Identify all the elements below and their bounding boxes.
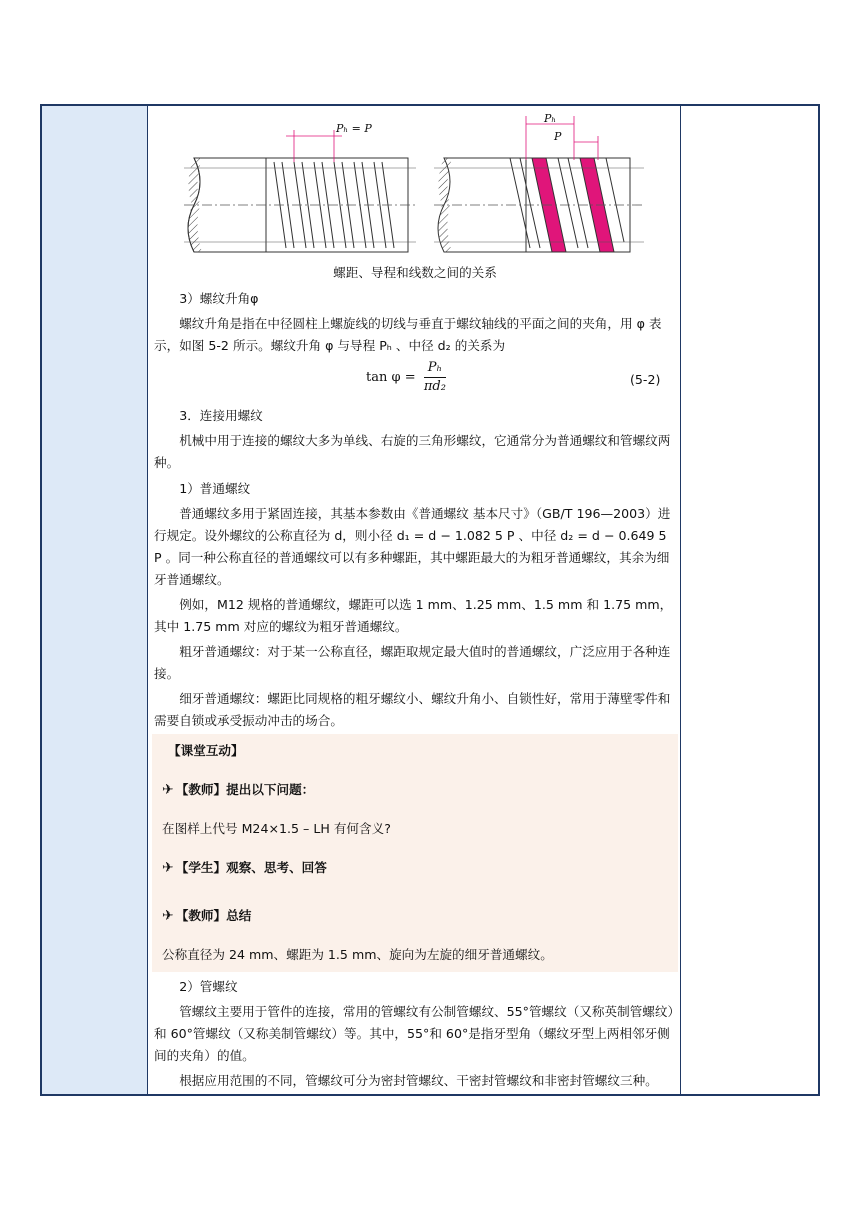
formula-lhs: tan φ = — [366, 370, 416, 385]
para-common-1: 普通螺纹多用于紧固连接，其基本参数由《普通螺纹 基本尺寸》（GB/T 196—2003）进行规定。设外螺纹的公称直径为 d，则小径 d₁ = d − 1.082 5 P 、中径 d₂ = d − 0.649 5 P 。同一种公称直径的普通螺纹可以有多种螺距，其中螺距最大的为粗牙普通螺纹，其余为细牙普通螺纹。 — [154, 506, 671, 587]
para-pipe-2: 根据应用范围的不同，管螺纹可分为密封管螺纹、干密封管螺纹和非密封管螺纹三种。 — [179, 1073, 658, 1088]
interaction-question: 在图样上代号 M24×1.5 – LH 有何含义? — [162, 821, 391, 836]
classroom-interaction — [152, 734, 678, 972]
heading-pipe: 2）管螺纹 — [179, 979, 238, 994]
formula-5-2 — [154, 357, 676, 401]
right-lead-label: Pₕ — [544, 112, 557, 125]
student-label: 【学生】观察、思考、回答 — [175, 860, 327, 875]
thread-figure — [154, 112, 676, 262]
lesson-table — [40, 104, 820, 1096]
para-connect: 机械中用于连接的螺纹大多为单线、右旋的三角形螺纹，它通常分为普通螺纹和管螺纹两种。 — [154, 433, 671, 470]
para-common-4: 细牙普通螺纹：螺距比同规格的粗牙螺纹小、螺纹升角小、自锁性好，常用于薄壁零件和需要自锁或承受振动冲击的场合。 — [154, 691, 671, 728]
heading-lead-angle: 3）螺纹升角φ — [179, 291, 259, 306]
airplane-icon: ✈ — [162, 860, 174, 876]
formula-numerator: Pₕ — [424, 359, 446, 378]
content-cell — [148, 106, 682, 1094]
single-start-thread — [184, 122, 416, 252]
heading-common: 1）普通螺纹 — [179, 481, 251, 496]
formula-denominator: πd₂ — [423, 379, 446, 394]
para-lead-angle: 螺纹升角是指在中径圆柱上螺旋线的切线与垂直于螺纹轴线的平面之间的夹角，用 φ 表示，如图 5-2 所示。螺纹升角 φ 与导程 Pₕ 、中径 d₂ 的关系为 — [154, 316, 662, 353]
thread-diagram — [154, 112, 676, 262]
airplane-icon: ✈ — [162, 908, 174, 924]
teacher-question-label: 【教师】提出以下问题： — [175, 782, 315, 797]
double-start-thread — [434, 112, 644, 252]
figure-caption: 螺距、导程和线数之间的关系 — [333, 265, 497, 280]
para-pipe-1: 管螺纹主要用于管件的连接，常用的管螺纹有公制管螺纹、55°管螺纹（又称英制管螺纹）和 60°管螺纹（又称美制管螺纹）等。其中，55°和 60°是指牙型角（螺纹牙型上两相邻牙侧间的夹角）的值。 — [154, 1004, 674, 1063]
para-common-2: 例如，M12 规格的普通螺纹，螺距可以选 1 mm、1.25 mm、1.5 mm 和 1.75 mm，其中 1.75 mm 对应的螺纹为粗牙普通螺纹。 — [154, 597, 673, 634]
left-column — [42, 106, 148, 1094]
formula-tag: (5-2) — [630, 372, 661, 387]
interaction-answer: 公称直径为 24 mm、螺距为 1.5 mm、旋向为左旋的细牙普通螺纹。 — [162, 947, 553, 962]
right-pitch-label: P — [554, 130, 562, 143]
para-common-3: 粗牙普通螺纹：对于某一公称直径，螺距取规定最大值时的普通螺纹，广泛应用于各种连接。 — [154, 644, 671, 681]
right-column — [680, 106, 818, 1094]
heading-connect: 3．连接用螺纹 — [179, 408, 263, 423]
interaction-title: 【课堂互动】 — [168, 743, 244, 758]
teacher-summary-label: 【教师】总结 — [175, 908, 252, 923]
left-lead-label: Pₕ = P — [336, 122, 372, 135]
airplane-icon: ✈ — [162, 782, 174, 798]
formula-fraction — [424, 359, 446, 396]
